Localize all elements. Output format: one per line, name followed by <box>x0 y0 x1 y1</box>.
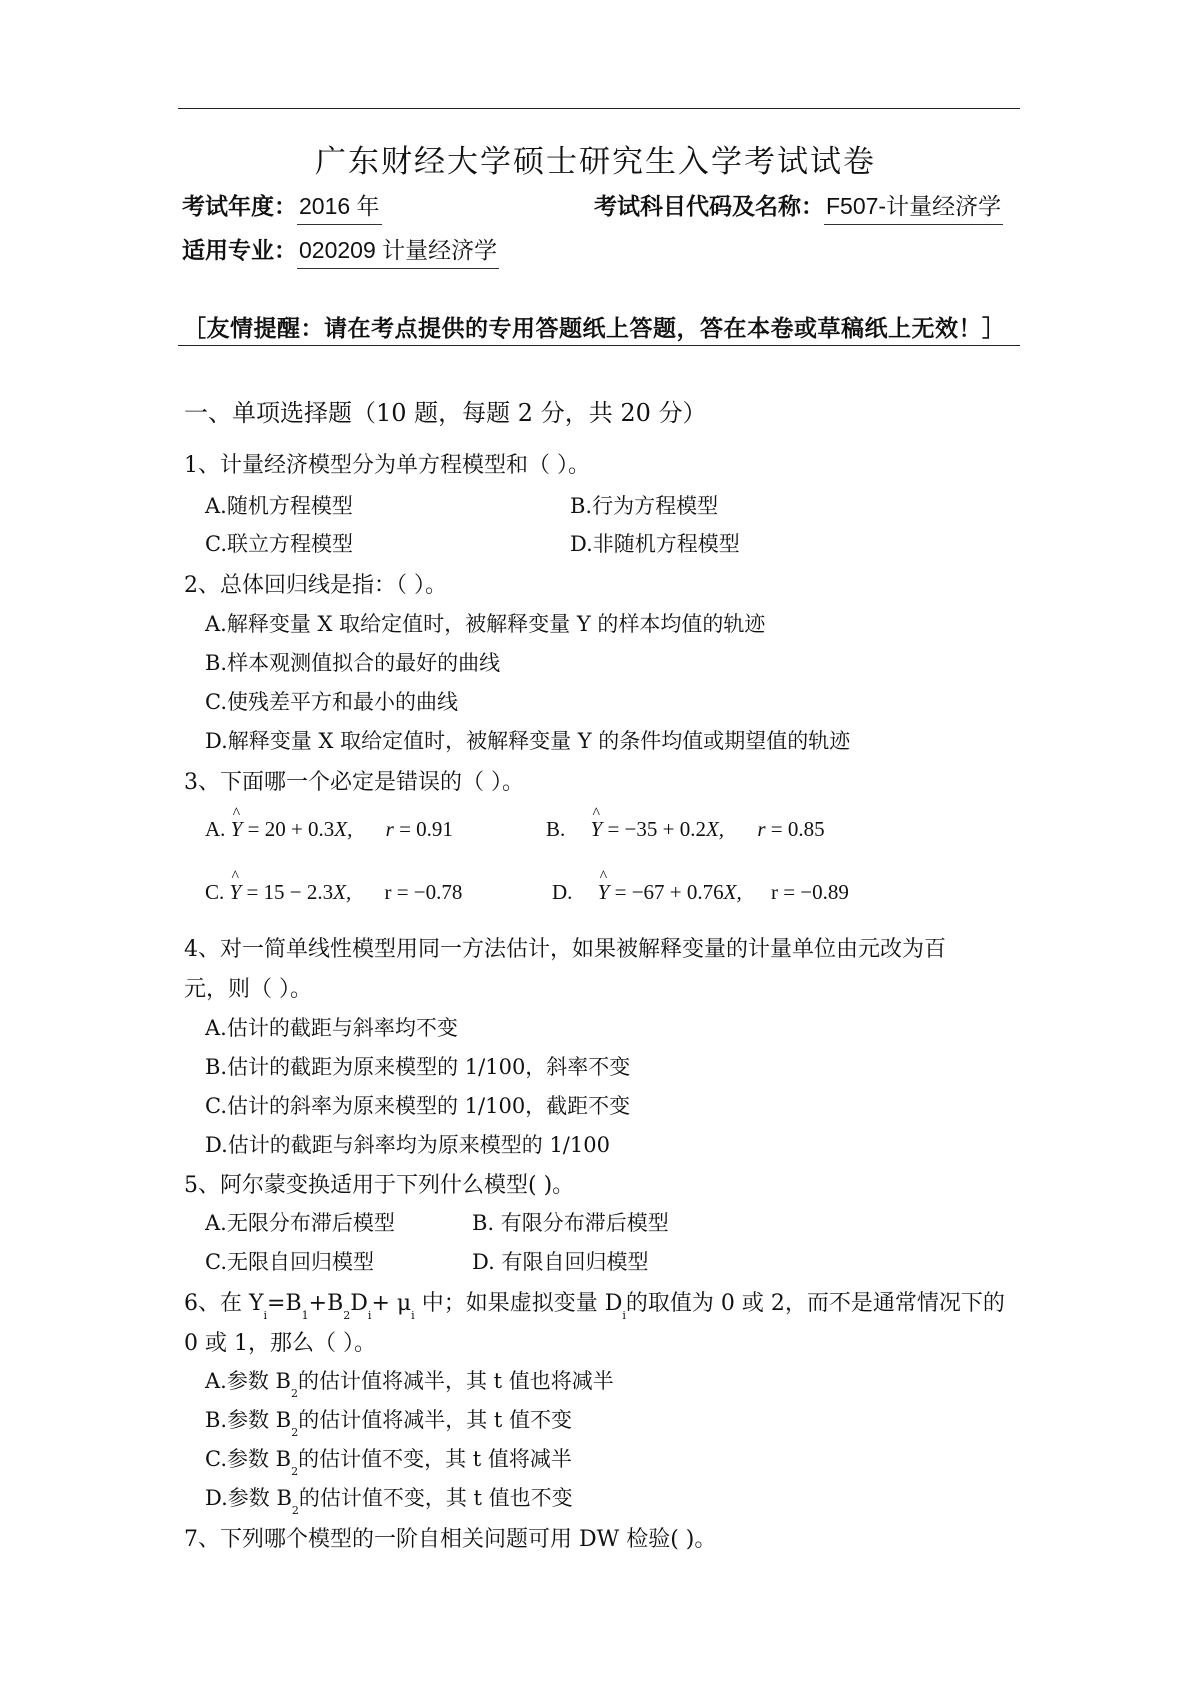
q3-option-c-label: C. <box>205 880 225 904</box>
q3-option-a-yhat: ^ Y <box>231 817 243 842</box>
q2-option-a: A.解释变量 X 取给定值时，被解释变量 Y 的样本均值的轨迹 <box>205 612 766 636</box>
q6-sub-1: 1 <box>301 1309 309 1322</box>
q6-stem-end: 的取值为 0 或 2，而不是通常情况下的 <box>625 1291 1005 1316</box>
exam-year-value: 2016 年 <box>297 188 382 225</box>
q6-sub-i-4: i <box>622 1309 626 1322</box>
q6-stem-mu: + μ <box>371 1291 412 1316</box>
q3-option-b <box>546 817 825 842</box>
q6-option-d-text: 的估计值不变，其 t 值也不变 <box>298 1486 573 1510</box>
q3-stem: 3、下面哪一个必定是错误的（ ）。 <box>184 770 524 795</box>
q3-option-a-r: = 0.91 <box>399 817 453 841</box>
q6-stem-b2: +B <box>308 1291 344 1316</box>
q2-option-c: C.使残差平方和最小的曲线 <box>205 690 458 714</box>
q3-option-a-x: X, <box>334 817 353 841</box>
q6-option-a-prefix: A.参数 B <box>205 1369 291 1393</box>
q5-option-b: B. 有限分布滞后模型 <box>472 1211 669 1235</box>
q6-stem-line2: 0 或 1，那么（ ）。 <box>184 1331 376 1356</box>
q6-option-d <box>205 1482 573 1517</box>
q1-option-d: D.非随机方程模型 <box>570 532 740 556</box>
applicable-major-value: 020209 计量经济学 <box>297 232 499 269</box>
q3-option-d-r: r = −0.89 <box>770 880 849 904</box>
q4-option-d: D.估计的截距与斜率均为原来模型的 1/100 <box>205 1133 610 1157</box>
q3-option-c-r: r = −0.78 <box>384 880 463 904</box>
q2-option-d: D.解释变量 X 取给定值时，被解释变量 Y 的条件均值或期望值的轨迹 <box>205 729 851 753</box>
q6-option-c <box>205 1443 572 1478</box>
q3-option-a-r-symbol: r <box>385 817 394 841</box>
q4-option-a: A.估计的截距与斜率均不变 <box>205 1016 458 1040</box>
q3-option-b-equation: = −35 + 0.2 <box>607 817 706 841</box>
q6-option-a-text: 的估计值将减半，其 t 值也将减半 <box>297 1369 614 1393</box>
q6-sub-i-2: i <box>367 1309 372 1322</box>
q6-stem-line1 <box>184 1286 1005 1322</box>
q6-option-c-prefix: C.参数 B <box>205 1447 292 1471</box>
q4-option-b: B.估计的截距为原来模型的 1/100，斜率不变 <box>205 1055 631 1079</box>
q3-option-d-equation: = −67 + 0.76 <box>614 880 724 904</box>
q4-stem-line2: 元，则（ ）。 <box>184 977 312 1002</box>
q6-sub-2: 2 <box>343 1309 351 1322</box>
q6-stem-dummy: 中；如果虚拟变量 D <box>414 1291 623 1316</box>
q3-option-d-x: X, <box>723 880 742 904</box>
top-rule <box>178 108 1020 109</box>
q6-option-b-sub: 2 <box>291 1426 299 1439</box>
q6-stem-prefix: 6、在 Y <box>184 1291 264 1316</box>
exam-subject-value: F507-计量经济学 <box>824 188 1003 225</box>
q7-stem: 7、下列哪个模型的一阶自相关问题可用 DW 检验( )。 <box>184 1527 717 1552</box>
q3-option-b-r-symbol: r <box>757 817 766 841</box>
q5-option-d: D. 有限自回归模型 <box>472 1250 649 1274</box>
exam-subject-label: 考试科目代码及名称： <box>594 193 824 219</box>
q3-option-c <box>205 880 462 905</box>
q2-stem: 2、总体回归线是指：（ ）。 <box>184 573 447 598</box>
q2-option-b: B.样本观测值拟合的最好的曲线 <box>205 651 501 675</box>
q6-option-d-sub: 2 <box>291 1504 299 1517</box>
q3-option-a-equation: = 20 + 0.3 <box>247 817 335 841</box>
q3-option-b-yhat: ^ Y <box>591 817 603 842</box>
q3-option-d <box>552 880 849 905</box>
q1-option-b: B.行为方程模型 <box>570 494 719 518</box>
section-title: 一、单项选择题（10 题，每题 2 分，共 20 分） <box>184 399 707 427</box>
q6-option-b <box>205 1404 572 1439</box>
q4-option-c: C.估计的斜率为原来模型的 1/100，截距不变 <box>205 1094 631 1118</box>
reminder-underline <box>178 345 1020 346</box>
q5-stem: 5、阿尔蒙变换适用于下列什么模型( )。 <box>184 1173 575 1198</box>
q1-option-a: A.随机方程模型 <box>205 494 353 518</box>
exam-subject <box>594 188 1003 225</box>
applicable-major-label: 适用专业： <box>182 237 297 263</box>
q3-option-c-yhat: ^ Y <box>230 880 242 905</box>
q6-sub-i-3: i <box>411 1309 415 1322</box>
q3-option-b-x: X, <box>705 817 725 841</box>
q6-option-c-text: 的估计值不变，其 t 值将减半 <box>298 1447 572 1471</box>
q1-option-c: C.联立方程模型 <box>205 532 353 556</box>
q6-option-b-prefix: B.参数 B <box>205 1408 292 1432</box>
q6-stem-b1: =B <box>267 1291 302 1316</box>
exam-year <box>182 188 382 225</box>
q3-option-b-r: = 0.85 <box>770 817 825 841</box>
q6-option-c-sub: 2 <box>291 1465 299 1478</box>
q6-sub-i: i <box>263 1309 268 1322</box>
q3-option-a <box>205 817 453 842</box>
q3-option-c-x: X, <box>333 880 352 904</box>
q5-option-a: A.无限分布滞后模型 <box>205 1211 395 1235</box>
q6-option-a-sub: 2 <box>290 1387 298 1400</box>
q6-stem-d: D <box>350 1291 368 1316</box>
exam-year-label: 考试年度： <box>182 193 297 219</box>
q6-option-b-text: 的估计值将减半，其 t 值不变 <box>298 1408 573 1432</box>
q3-option-d-label: D. <box>552 880 573 904</box>
q6-option-d-prefix: D.参数 B <box>205 1486 292 1510</box>
q3-option-d-yhat: ^ Y <box>598 880 610 905</box>
q5-option-c: C.无限自回归模型 <box>205 1250 374 1274</box>
page-title: 广东财经大学硕士研究生入学考试试卷 <box>315 144 876 180</box>
q3-option-a-label: A. <box>205 817 226 841</box>
q1-stem: 1、计量经济模型分为单方程模型和（ ）。 <box>184 453 590 478</box>
q6-option-a <box>205 1365 614 1400</box>
q4-stem-line1: 4、对一简单线性模型用同一方法估计，如果被解释变量的计量单位由元改为百 <box>184 937 946 962</box>
q3-option-b-label: B. <box>546 817 566 841</box>
applicable-major <box>182 232 499 269</box>
reminder-notice: ［友情提醒：请在考点提供的专用答题纸上答题，答在本卷或草稿纸上无效！］ <box>183 315 1006 341</box>
q3-option-c-equation: = 15 − 2.3 <box>246 880 334 904</box>
